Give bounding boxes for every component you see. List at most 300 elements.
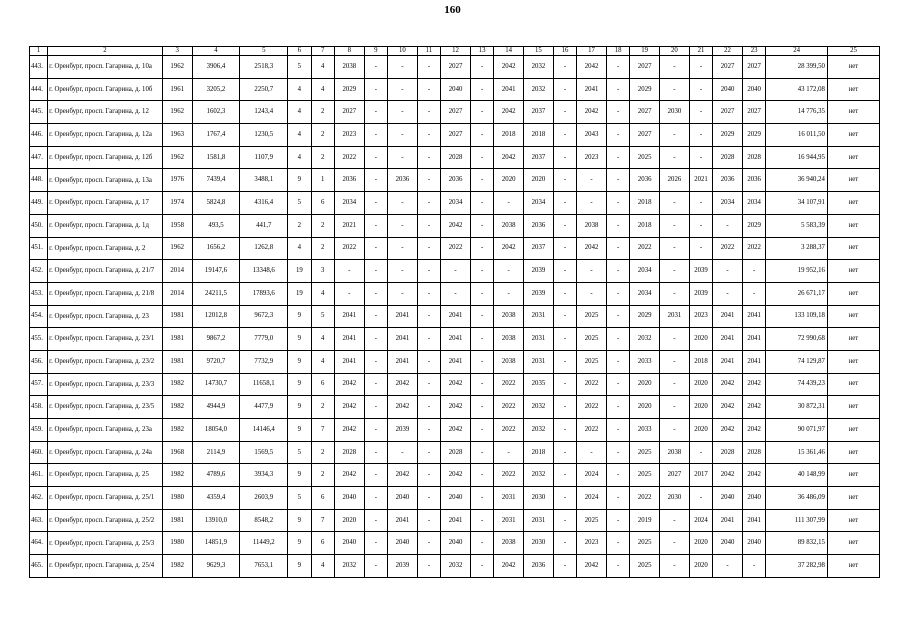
address-cell: г. Оренбург, просп. Гагарина, д. 23/3 — [48, 373, 163, 396]
table-cell: 2027 — [630, 56, 660, 79]
table-cell: 2034 — [441, 192, 471, 215]
table-row — [30, 509, 880, 532]
table-cell: нет — [827, 532, 879, 555]
table-cell: 2018 — [630, 192, 660, 215]
table-cell: 2039 — [388, 419, 418, 442]
table-cell: 2022 — [577, 419, 607, 442]
table-cell: - — [470, 169, 493, 192]
table-cell: 1982 — [162, 373, 192, 396]
table-cell: 2028 — [334, 441, 364, 464]
table-cell: 14146,4 — [240, 419, 288, 442]
column-header: 24 — [766, 47, 828, 56]
column-header: 13 — [470, 47, 493, 56]
table-cell: 2042 — [334, 464, 364, 487]
table-cell: - — [364, 464, 387, 487]
table-cell: 2042 — [441, 419, 471, 442]
table-cell: 2025 — [630, 146, 660, 169]
table-cell: 2025 — [577, 350, 607, 373]
table-cell: 1962 — [162, 237, 192, 260]
table-cell: - — [553, 305, 576, 328]
address-cell: г. Оренбург, просп. Гагарина, д. 23/1 — [48, 328, 163, 351]
table-cell: 9 — [288, 396, 311, 419]
table-cell: нет — [827, 350, 879, 373]
cost-cell: 19 952,16 — [766, 260, 828, 283]
table-cell: 2 — [288, 214, 311, 237]
table-cell: - — [364, 56, 387, 79]
table-cell: - — [417, 214, 440, 237]
column-header: 19 — [630, 47, 660, 56]
table-cell: - — [470, 441, 493, 464]
table-cell: 2034 — [630, 260, 660, 283]
table-cell: 1961 — [162, 78, 192, 101]
table-row — [30, 124, 880, 147]
table-cell: 2041 — [388, 305, 418, 328]
table-cell: 2042 — [742, 373, 765, 396]
table-cell: 2041 — [441, 328, 471, 351]
cost-cell: 90 071,97 — [766, 419, 828, 442]
table-cell: 2022 — [494, 419, 524, 442]
table-cell: - — [470, 237, 493, 260]
table-cell: 2 — [311, 214, 334, 237]
row-number: 457. — [30, 373, 48, 396]
table-row — [30, 101, 880, 124]
address-cell: г. Оренбург, просп. Гагарина, д. 12 — [48, 101, 163, 124]
address-cell: г. Оренбург, просп. Гагарина, д. 25 — [48, 464, 163, 487]
table-cell: - — [553, 350, 576, 373]
column-header: 3 — [162, 47, 192, 56]
table-cell: - — [606, 328, 629, 351]
cost-cell: 72 990,68 — [766, 328, 828, 351]
table-cell: 2032 — [334, 555, 364, 578]
table-cell: - — [470, 214, 493, 237]
table-cell: - — [470, 555, 493, 578]
table-cell: 2031 — [660, 305, 690, 328]
table-cell: 2018 — [524, 124, 554, 147]
table-cell: 1243,4 — [240, 101, 288, 124]
table-cell: 4316,4 — [240, 192, 288, 215]
table-cell: 2 — [311, 237, 334, 260]
table-cell: нет — [827, 260, 879, 283]
table-cell: - — [606, 441, 629, 464]
table-cell: - — [660, 260, 690, 283]
table-cell: - — [470, 487, 493, 510]
table-cell: - — [417, 350, 440, 373]
column-header: 17 — [577, 47, 607, 56]
row-number: 455. — [30, 328, 48, 351]
table-cell: - — [553, 441, 576, 464]
table-cell: 2021 — [689, 169, 712, 192]
table-cell: 4 — [311, 555, 334, 578]
address-cell: г. Оренбург, просп. Гагарина, д. 10а — [48, 56, 163, 79]
table-cell: нет — [827, 192, 879, 215]
table-cell: 2023 — [577, 146, 607, 169]
table-cell: 2026 — [660, 169, 690, 192]
table-cell: - — [553, 509, 576, 532]
cost-cell: 14 776,35 — [766, 101, 828, 124]
table-row — [30, 214, 880, 237]
cost-cell: 89 832,15 — [766, 532, 828, 555]
table-cell: 2022 — [334, 237, 364, 260]
table-cell: - — [553, 532, 576, 555]
column-header: 2 — [48, 47, 163, 56]
address-cell: г. Оренбург, просп. Гагарина, д. 2 — [48, 237, 163, 260]
table-cell: 3488,1 — [240, 169, 288, 192]
table-cell: 2020 — [494, 169, 524, 192]
table-cell: - — [388, 78, 418, 101]
table-cell: 3906,4 — [192, 56, 240, 79]
table-cell: - — [470, 78, 493, 101]
table-cell: 2020 — [689, 555, 712, 578]
table-cell: - — [388, 260, 418, 283]
table-cell: 3205,2 — [192, 78, 240, 101]
table-cell: 2032 — [441, 555, 471, 578]
table-cell: 2042 — [742, 419, 765, 442]
cost-cell: 30 872,31 — [766, 396, 828, 419]
table-cell: - — [441, 260, 471, 283]
table-cell: 2032 — [524, 464, 554, 487]
table-cell: - — [364, 419, 387, 442]
table-cell: 2042 — [441, 214, 471, 237]
table-cell: 2040 — [388, 532, 418, 555]
column-header: 12 — [441, 47, 471, 56]
table-cell: 2029 — [713, 124, 743, 147]
table-cell: нет — [827, 328, 879, 351]
column-header: 20 — [660, 47, 690, 56]
row-number: 456. — [30, 350, 48, 373]
table-cell: - — [742, 555, 765, 578]
table-cell: - — [364, 124, 387, 147]
table-cell: 2034 — [742, 192, 765, 215]
table-cell: - — [689, 441, 712, 464]
table-row — [30, 532, 880, 555]
table-cell: 9867,2 — [192, 328, 240, 351]
table-cell: - — [553, 282, 576, 305]
table-cell: 2027 — [630, 101, 660, 124]
address-cell: г. Оренбург, просп. Гагарина, д. 21/8 — [48, 282, 163, 305]
table-cell: 1958 — [162, 214, 192, 237]
table-cell: 2036 — [713, 169, 743, 192]
table-cell: 2042 — [713, 396, 743, 419]
column-header: 14 — [494, 47, 524, 56]
table-cell: - — [606, 214, 629, 237]
row-number: 443. — [30, 56, 48, 79]
table-cell: 1962 — [162, 146, 192, 169]
column-header: 16 — [553, 47, 576, 56]
table-cell: - — [417, 328, 440, 351]
table-cell: 2036 — [630, 169, 660, 192]
table-cell: 1569,5 — [240, 441, 288, 464]
table-cell: - — [606, 305, 629, 328]
table-cell: 2023 — [689, 305, 712, 328]
address-cell: г. Оренбург, просп. Гагарина, д. 12а — [48, 124, 163, 147]
table-cell: 5 — [311, 305, 334, 328]
table-cell: - — [689, 124, 712, 147]
table-cell: 441,7 — [240, 214, 288, 237]
table-cell: 2020 — [689, 419, 712, 442]
table-cell: 2036 — [388, 169, 418, 192]
table-cell: 2020 — [689, 373, 712, 396]
table-cell: 2038 — [577, 214, 607, 237]
table-cell: - — [553, 101, 576, 124]
table-cell: 9 — [288, 169, 311, 192]
table-cell: 2042 — [577, 237, 607, 260]
table-cell: 18054,0 — [192, 419, 240, 442]
cost-cell: 15 361,46 — [766, 441, 828, 464]
table-cell: 9 — [288, 464, 311, 487]
column-header: 25 — [827, 47, 879, 56]
table-cell: 2029 — [742, 214, 765, 237]
table-cell: 2017 — [689, 464, 712, 487]
table-cell: - — [417, 487, 440, 510]
table-cell: - — [606, 260, 629, 283]
table-cell: - — [713, 282, 743, 305]
row-number: 459. — [30, 419, 48, 442]
table-cell: 2042 — [713, 373, 743, 396]
table-cell: 2030 — [524, 487, 554, 510]
address-cell: г. Оренбург, просп. Гагарина, д. 25/4 — [48, 555, 163, 578]
table-cell: 2018 — [689, 350, 712, 373]
table-cell: 1963 — [162, 124, 192, 147]
table-cell: 1981 — [162, 509, 192, 532]
table-cell: 4 — [311, 78, 334, 101]
table-cell: 2031 — [494, 487, 524, 510]
table-cell: 9 — [288, 532, 311, 555]
table-cell: - — [660, 373, 690, 396]
table-cell: 7779,0 — [240, 328, 288, 351]
table-cell: 1581,8 — [192, 146, 240, 169]
column-header: 22 — [713, 47, 743, 56]
table-cell: 2037 — [524, 146, 554, 169]
table-cell: 2 — [311, 464, 334, 487]
table-cell: 4 — [288, 101, 311, 124]
table-cell: 2042 — [388, 464, 418, 487]
table-cell: 2025 — [630, 532, 660, 555]
cost-cell: 16 011,50 — [766, 124, 828, 147]
table-cell: 19147,6 — [192, 260, 240, 283]
table-cell: 1968 — [162, 441, 192, 464]
table-cell: 9720,7 — [192, 350, 240, 373]
cost-cell: 111 307,99 — [766, 509, 828, 532]
table-cell: - — [553, 146, 576, 169]
table-cell: 6 — [311, 192, 334, 215]
table-cell: 9 — [288, 373, 311, 396]
table-cell: - — [364, 305, 387, 328]
table-cell: - — [364, 441, 387, 464]
table-cell: 4 — [288, 124, 311, 147]
table-cell: 2034 — [524, 192, 554, 215]
table-cell: - — [417, 396, 440, 419]
row-number: 448. — [30, 169, 48, 192]
table-cell: 13348,6 — [240, 260, 288, 283]
table-cell: - — [364, 260, 387, 283]
table-cell: 2042 — [494, 146, 524, 169]
table-cell: - — [364, 146, 387, 169]
table-cell: 2041 — [494, 78, 524, 101]
table-cell: - — [388, 237, 418, 260]
address-cell: г. Оренбург, просп. Гагарина, д. 23а — [48, 419, 163, 442]
table-cell: 19 — [288, 260, 311, 283]
table-cell: 14730,7 — [192, 373, 240, 396]
table-cell: 2042 — [441, 464, 471, 487]
table-cell: - — [606, 192, 629, 215]
table-cell: 2041 — [334, 350, 364, 373]
table-cell: 2040 — [334, 532, 364, 555]
table-cell: 2603,9 — [240, 487, 288, 510]
table-cell: - — [417, 532, 440, 555]
table-cell: 2025 — [630, 464, 660, 487]
table-cell: 2041 — [713, 350, 743, 373]
table-cell: 2020 — [334, 509, 364, 532]
table-cell: 11449,2 — [240, 532, 288, 555]
column-header: 4 — [192, 47, 240, 56]
table-cell: - — [553, 260, 576, 283]
cost-cell: 37 282,98 — [766, 555, 828, 578]
cost-cell: 36 486,09 — [766, 487, 828, 510]
table-cell: - — [606, 396, 629, 419]
table-cell: - — [388, 192, 418, 215]
table-row — [30, 350, 880, 373]
table-cell: 2038 — [494, 305, 524, 328]
cost-cell: 40 148,99 — [766, 464, 828, 487]
table-cell: 2040 — [334, 487, 364, 510]
table-cell: 2042 — [494, 237, 524, 260]
cost-cell: 16 944,95 — [766, 146, 828, 169]
table-cell: 2250,7 — [240, 78, 288, 101]
table-cell: - — [742, 282, 765, 305]
table-cell: 9 — [288, 555, 311, 578]
address-cell: г. Оренбург, просп. Гагарина, д. 23 — [48, 305, 163, 328]
table-cell: 2042 — [742, 396, 765, 419]
table-cell: 2025 — [577, 328, 607, 351]
row-number: 449. — [30, 192, 48, 215]
table-cell: 2029 — [630, 305, 660, 328]
cost-cell: 26 671,17 — [766, 282, 828, 305]
row-number: 463. — [30, 509, 48, 532]
table-cell: - — [364, 237, 387, 260]
table-cell: - — [417, 305, 440, 328]
row-number: 461. — [30, 464, 48, 487]
table-cell: - — [470, 101, 493, 124]
table-cell: 2022 — [441, 237, 471, 260]
table-cell: 2027 — [630, 124, 660, 147]
table-cell: - — [660, 555, 690, 578]
table-cell: - — [553, 396, 576, 419]
table-cell: нет — [827, 464, 879, 487]
table-cell: 2040 — [441, 78, 471, 101]
table-cell: 2022 — [577, 396, 607, 419]
column-header: 1 — [30, 47, 48, 56]
table-cell: - — [606, 487, 629, 510]
table-cell: - — [470, 282, 493, 305]
table-cell: - — [660, 396, 690, 419]
address-cell: г. Оренбург, просп. Гагарина, д. 24а — [48, 441, 163, 464]
table-cell: 2041 — [713, 305, 743, 328]
table-cell: 2 — [311, 396, 334, 419]
table-cell: - — [470, 305, 493, 328]
table-cell: 2042 — [441, 396, 471, 419]
table-cell: - — [553, 419, 576, 442]
column-header: 6 — [288, 47, 311, 56]
table-cell: 2036 — [334, 169, 364, 192]
table-cell: - — [364, 396, 387, 419]
table-cell: 6 — [311, 487, 334, 510]
table-cell: нет — [827, 169, 879, 192]
table-cell: нет — [827, 509, 879, 532]
table-cell: 2014 — [162, 282, 192, 305]
table-cell: 1982 — [162, 555, 192, 578]
table-cell: 2040 — [441, 532, 471, 555]
table-cell: нет — [827, 56, 879, 79]
table-cell: 2018 — [494, 124, 524, 147]
row-number: 452. — [30, 260, 48, 283]
table-cell: 4 — [288, 146, 311, 169]
table-cell: 1980 — [162, 532, 192, 555]
table-cell: 2041 — [742, 305, 765, 328]
table-cell: 19 — [288, 282, 311, 305]
address-cell: г. Оренбург, просп. Гагарина, д. 1д — [48, 214, 163, 237]
table-cell: 1974 — [162, 192, 192, 215]
table-cell: 2042 — [334, 373, 364, 396]
table-cell: - — [417, 373, 440, 396]
table-cell: 1981 — [162, 328, 192, 351]
table-cell: - — [388, 441, 418, 464]
table-cell: - — [606, 56, 629, 79]
table-cell: - — [417, 441, 440, 464]
table-cell: 2022 — [577, 373, 607, 396]
table-cell: - — [660, 56, 690, 79]
table-cell: - — [577, 169, 607, 192]
table-cell: 2027 — [713, 101, 743, 124]
table-cell: 2114,9 — [192, 441, 240, 464]
table-cell: 1962 — [162, 101, 192, 124]
table-cell: 17893,6 — [240, 282, 288, 305]
table-cell: - — [689, 214, 712, 237]
table-cell: - — [553, 78, 576, 101]
table-cell: 2042 — [334, 419, 364, 442]
cost-cell: 74 439,23 — [766, 373, 828, 396]
table-cell: 2024 — [689, 509, 712, 532]
row-number: 447. — [30, 146, 48, 169]
table-cell: - — [606, 169, 629, 192]
table-cell: 2020 — [630, 396, 660, 419]
table-cell: - — [417, 419, 440, 442]
table-cell: 2040 — [713, 487, 743, 510]
table-cell: - — [388, 146, 418, 169]
table-cell: - — [494, 192, 524, 215]
table-cell: 2036 — [742, 169, 765, 192]
table-cell: 2014 — [162, 260, 192, 283]
table-cell: - — [577, 282, 607, 305]
table-cell: - — [553, 169, 576, 192]
table-cell: - — [417, 169, 440, 192]
table-cell: 1980 — [162, 487, 192, 510]
table-cell: - — [689, 56, 712, 79]
table-cell: 2022 — [630, 487, 660, 510]
table-cell: 2022 — [334, 146, 364, 169]
table-cell: 2040 — [441, 487, 471, 510]
table-cell: - — [364, 169, 387, 192]
table-cell: - — [606, 78, 629, 101]
table-cell: 2025 — [577, 305, 607, 328]
table-cell: 6 — [311, 532, 334, 555]
row-number: 464. — [30, 532, 48, 555]
cost-cell: 3 288,37 — [766, 237, 828, 260]
table-cell: - — [660, 282, 690, 305]
table-cell: 2041 — [388, 350, 418, 373]
table-row — [30, 464, 880, 487]
table-cell: 4 — [311, 282, 334, 305]
table-cell: 4 — [288, 78, 311, 101]
